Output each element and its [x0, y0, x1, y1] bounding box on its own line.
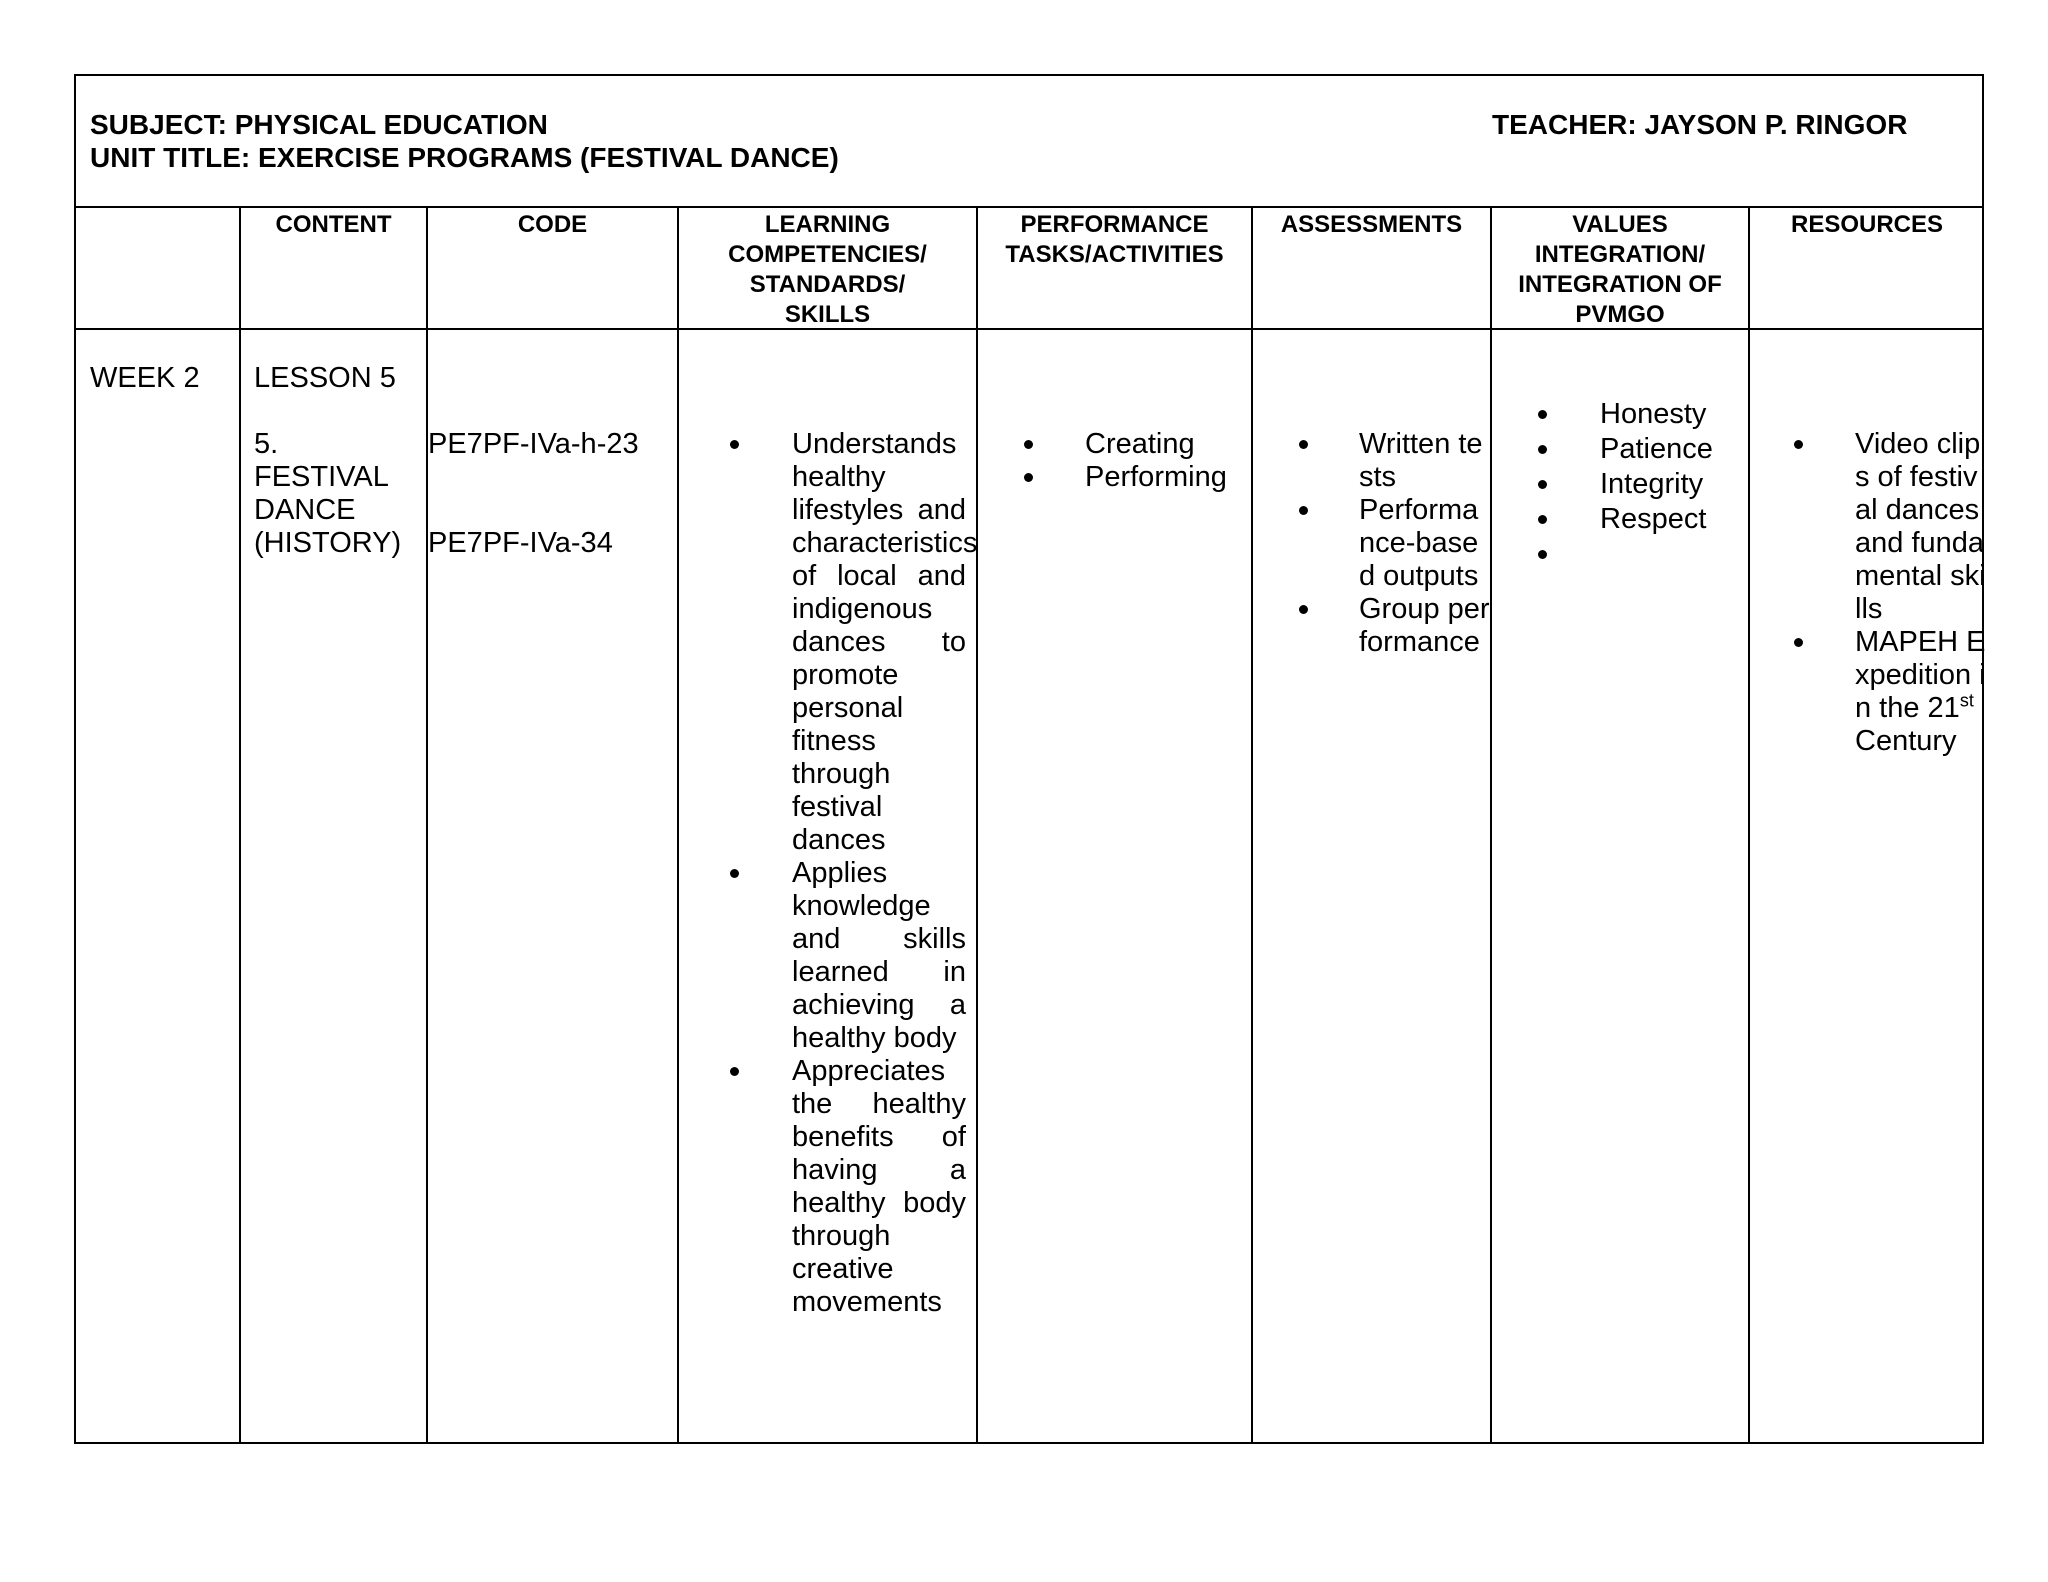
header-line: LEARNING — [764, 211, 891, 238]
resources-cell — [1750, 428, 1986, 758]
list-item — [684, 1055, 966, 1319]
content-line: DANCE — [254, 494, 356, 526]
teacher-line: TEACHER: JAYSON P. RINGOR — [1492, 109, 1908, 140]
column-header-code: CODE — [517, 211, 588, 238]
competencies-list — [684, 428, 978, 1319]
assessment-text: Written tests — [1359, 428, 1483, 493]
header-line: VALUES — [1572, 211, 1668, 238]
code-cell — [428, 428, 677, 560]
header-line: COMPETENCIES/ — [728, 241, 927, 268]
list-item — [978, 461, 1251, 494]
value-text: Integrity — [1600, 468, 1704, 500]
list-item — [1492, 433, 1748, 468]
column-divider — [1490, 208, 1492, 1442]
list-item — [1750, 626, 1986, 758]
bullet-icon — [1299, 506, 1308, 515]
competency-text: Understands healthy lifestyles and characteristics of local and indigenous dances to promote personal fitness through festival dances — [792, 428, 978, 856]
column-divider — [1251, 208, 1253, 1442]
tasks-cell — [978, 428, 1251, 494]
column-header-performance-tasks — [978, 208, 1251, 328]
column-divider — [426, 208, 428, 1442]
list-item — [684, 857, 966, 1055]
competency-code: PE7PF-IVa-h-23 — [428, 428, 639, 460]
week-label: WEEK 2 — [90, 362, 200, 394]
assessments-cell — [1253, 428, 1490, 659]
header-line: PVMGO — [1575, 301, 1665, 328]
bullet-icon — [1794, 638, 1803, 647]
header-line: STANDARDS/ — [749, 271, 906, 298]
bullet-icon — [1299, 605, 1308, 614]
bullet-icon — [730, 1067, 739, 1076]
column-header-learning-competencies — [679, 208, 976, 328]
list-item — [1492, 398, 1748, 433]
header-line: INTEGRATION OF — [1518, 271, 1722, 298]
column-divider — [239, 208, 241, 1442]
unit-title-line: UNIT TITLE: EXERCISE PROGRAMS (FESTIVAL DANCE) — [90, 142, 839, 173]
subject-line: SUBJECT: PHYSICAL EDUCATION — [90, 109, 548, 140]
column-divider — [677, 208, 679, 1442]
list-item — [684, 428, 978, 857]
ordinal-suffix: st — [1959, 690, 1974, 711]
bullet-icon — [1538, 480, 1547, 489]
value-text: Patience — [1600, 433, 1713, 465]
bullet-icon — [1299, 440, 1308, 449]
bullet-icon — [1538, 550, 1547, 559]
column-header-values-integration — [1492, 208, 1748, 328]
task-text: Performing — [1085, 461, 1227, 493]
competencies-cell — [684, 428, 978, 1319]
list-item — [1492, 503, 1748, 538]
assessments-list — [1253, 428, 1490, 659]
column-header-resources: RESOURCES — [1790, 211, 1944, 238]
bullet-icon — [1794, 440, 1803, 449]
competency-text: Appreciates the healthy benefits of having a healthy body through creative movements — [792, 1055, 966, 1318]
lesson-plan-document — [74, 74, 1984, 1444]
column-header-assessments: ASSESSMENTS — [1280, 211, 1463, 238]
column-divider — [1748, 208, 1750, 1442]
bullet-icon — [1538, 410, 1547, 419]
lesson-label: LESSON 5 — [254, 362, 396, 394]
resource-text: MAPEH Expedition in the 21 — [1855, 626, 1986, 724]
header-line: INTEGRATION/ — [1534, 241, 1706, 268]
column-divider — [976, 208, 978, 1442]
assessment-text: Group performance — [1359, 593, 1490, 658]
bullet-icon — [730, 869, 739, 878]
header-line: PERFORMANCE — [1020, 211, 1209, 238]
list-item — [978, 428, 1251, 461]
content-line: 5. — [254, 428, 279, 460]
resources-list — [1750, 428, 1986, 758]
resource-text: Video clips of festival dances and fundamental skills — [1855, 428, 1986, 625]
values-list — [1492, 398, 1748, 573]
list-item — [1253, 593, 1490, 659]
list-item — [1750, 428, 1986, 626]
list-item — [1492, 538, 1748, 573]
header-line: TASKS/ACTIVITIES — [1005, 241, 1224, 268]
list-item — [1253, 428, 1490, 494]
header-line: SKILLS — [784, 301, 871, 328]
value-text: Honesty — [1600, 398, 1707, 430]
resource-text-tail: Century — [1855, 725, 1957, 757]
content-cell — [254, 362, 422, 560]
list-item — [1253, 494, 1490, 593]
value-text: Respect — [1600, 503, 1707, 535]
competency-text: Applies knowledge and skills learned in achieving a healthy body — [792, 857, 966, 1054]
bullet-icon — [730, 440, 739, 449]
column-header-content: CONTENT — [275, 211, 392, 238]
bullet-icon — [1538, 445, 1547, 454]
values-cell — [1492, 398, 1748, 573]
task-text: Creating — [1085, 428, 1195, 460]
content-line: FESTIVAL — [254, 461, 389, 493]
competency-code: PE7PF-IVa-34 — [428, 527, 613, 559]
list-item — [1492, 468, 1748, 503]
tasks-list — [978, 428, 1251, 494]
bullet-icon — [1024, 473, 1033, 482]
bullet-icon — [1024, 440, 1033, 449]
bullet-icon — [1538, 515, 1547, 524]
document-header — [76, 76, 1982, 208]
assessment-text: Performance-based outputs — [1359, 494, 1479, 592]
content-line: (HISTORY) — [254, 527, 402, 559]
